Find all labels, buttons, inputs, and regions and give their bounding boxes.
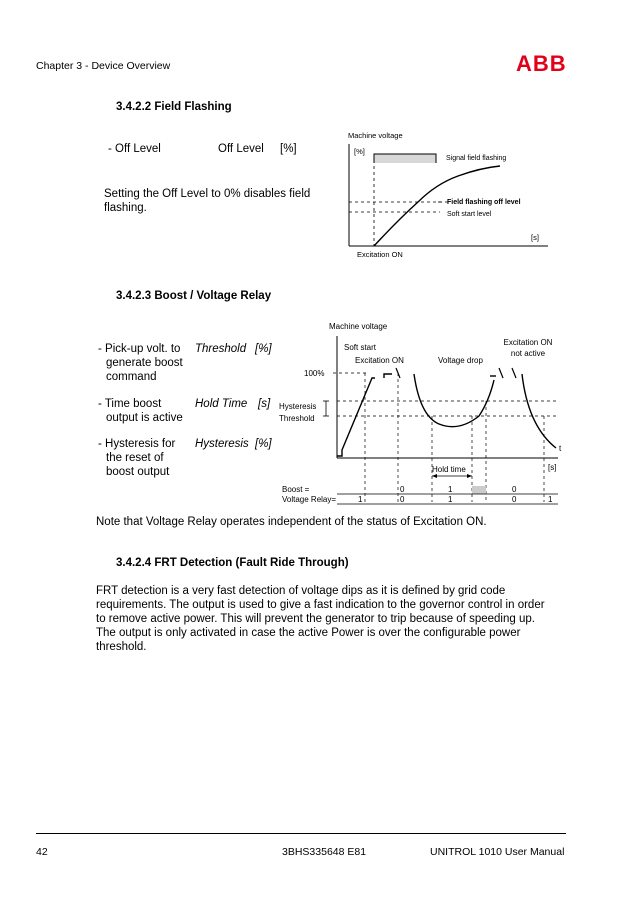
bd-relay-v2: 1 (448, 495, 453, 504)
bd-hold-time: Hold time (432, 465, 466, 474)
bd-threshold-label: Threshold (279, 414, 315, 423)
bd-boost-v0: 0 (400, 485, 405, 494)
abb-logo: ABB (516, 51, 567, 76)
doc-id: 3BHS335648 E81 (282, 846, 367, 858)
bd-excitation-on: Excitation ON (355, 356, 404, 365)
voltage-relay-note: Note that Voltage Relay operates independent of the status of Excitation ON. (96, 516, 487, 528)
ff-soft-start-label: Soft start level (447, 211, 492, 218)
frt-line-5: threshold. (96, 641, 147, 653)
off-level-label: - Off Level (108, 143, 161, 155)
ff-off-level-label: Field flashing off level (447, 199, 521, 206)
frt-heading: 3.4.2.4 FRT Detection (Fault Ride Through) (116, 557, 349, 569)
bd-relay-v3: 0 (512, 495, 517, 504)
off-level-note-line1: Setting the Off Level to 0% disables field (104, 188, 311, 200)
chapter-title: Chapter 3 - Device Overview (36, 60, 171, 72)
bd-100-label: 100% (304, 369, 325, 378)
ff-xunit: [s] (531, 233, 539, 242)
off-level-note-line2: flashing. (104, 202, 147, 214)
frt-line-4: The output is only activated in case the active Power is over the configurable power (96, 627, 521, 639)
pickup-label-2: generate boost (106, 357, 183, 369)
field-flashing-heading: 3.4.2.2 Field Flashing (116, 101, 232, 113)
holdtime-label-2: output is active (106, 412, 183, 424)
ff-signal-label: Signal field flashing (446, 155, 507, 162)
bd-exc-not-active-2: not active (510, 349, 546, 358)
holdtime-unit: [s] (258, 398, 271, 410)
threshold-unit: [%] (255, 343, 272, 355)
page-number: 42 (36, 846, 48, 858)
holdtime-label-1: - Time boost (98, 398, 162, 410)
boost-heading: 3.4.2.3 Boost / Voltage Relay (116, 290, 272, 302)
ff-signal-fill (374, 154, 436, 163)
hysteresis-label-2: the reset of (106, 452, 164, 464)
bd-voltage-drop: Voltage drop (438, 356, 483, 365)
manual-title: UNITROL 1010 User Manual (430, 846, 565, 858)
off-level-unit: [%] (280, 143, 297, 155)
off-level-param: Off Level (218, 143, 264, 155)
boost-diagram (274, 316, 564, 510)
bd-xunit: [s] (548, 463, 557, 472)
bd-relay-v1: 0 (400, 495, 405, 504)
frt-line-1: FRT detection is a very fast detection of voltage dips as it is defined by grid code (96, 585, 506, 597)
pickup-label-1: - Pick-up volt. to (98, 343, 181, 355)
bd-boost-active-fill (472, 486, 486, 494)
bd-exc-not-active-1: Excitation ON (503, 338, 553, 347)
bd-relay-v0: 1 (358, 495, 363, 504)
hysteresis-unit: [%] (255, 438, 272, 450)
bd-t-label: t (559, 444, 562, 453)
bd-soft-start-ramp (337, 378, 375, 456)
hysteresis-label-3: boost output (106, 466, 170, 478)
bd-relay-v4: 1 (548, 495, 553, 504)
ff-excitation-label: Excitation ON (357, 250, 403, 259)
hysteresis-label-1: - Hysteresis for (98, 438, 176, 450)
ff-ylabel: Machine voltage (348, 131, 403, 140)
pickup-label-3: command (106, 371, 157, 383)
frt-line-3: to remove active power. This will prevent the generator to trip because of speeding up. (96, 613, 535, 625)
frt-line-2: requirements. The output is used to give a fast indication to the governor control in order (96, 599, 545, 611)
holdtime-param: Hold Time (195, 398, 248, 410)
bd-relay-label: Voltage Relay= (282, 495, 337, 504)
bd-hysteresis-label: Hysteresis (279, 402, 317, 411)
ff-voltage-curve (374, 166, 500, 246)
bd-boost-v2: 0 (512, 485, 517, 494)
field-flashing-diagram (340, 130, 562, 262)
bd-boost-v1: 1 (448, 485, 453, 494)
bd-boost-label: Boost = (282, 485, 310, 494)
bd-decay-curve (522, 374, 556, 448)
threshold-param: Threshold (195, 343, 247, 355)
hysteresis-param: Hysteresis (195, 438, 249, 450)
footer-rule (36, 833, 566, 834)
bd-voltage-drop-curve (414, 374, 494, 427)
ff-yunit: [%] (354, 147, 365, 156)
bd-ylabel: Machine voltage (329, 322, 388, 331)
bd-soft-start: Soft start (344, 343, 377, 352)
